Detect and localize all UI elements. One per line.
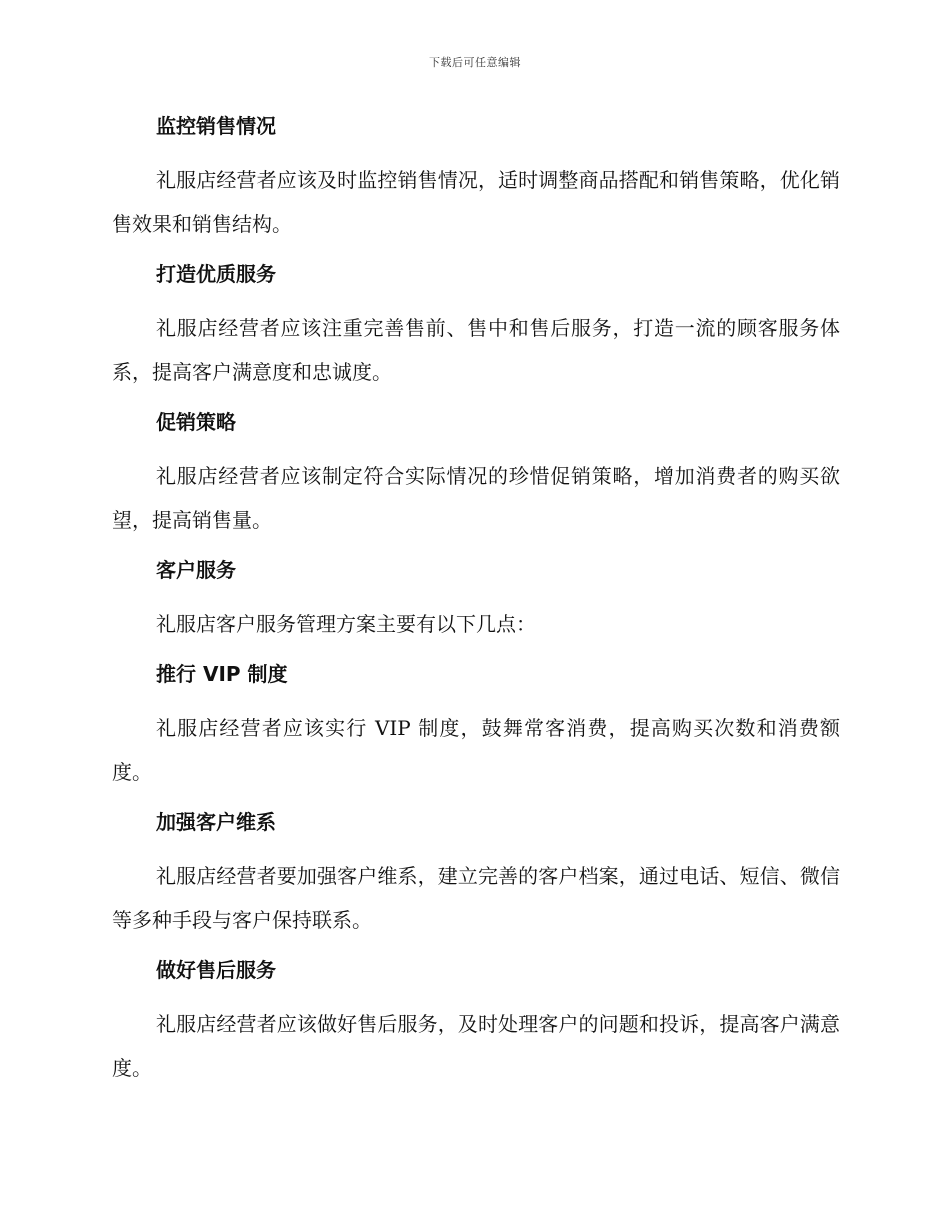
section-customer-service [112, 552, 840, 646]
section-vip-program [112, 656, 840, 794]
section-paragraph: 礼服店经营者要加强客户维系，建立完善的客户档案，通过电话、短信、微信等多种手段与客户保持联系。 [112, 864, 840, 932]
section-customer-retention [112, 804, 840, 942]
section-paragraph: 礼服店经营者应该实行 VIP 制度，鼓舞常客消费，提高购买次数和消费额度。 [112, 716, 840, 784]
section-paragraph: 礼服店客户服务管理方案主要有以下几点： [156, 612, 536, 636]
section-heading: 促销策略 [156, 410, 236, 434]
section-paragraph: 礼服店经营者应该及时监控销售情况，适时调整商品搭配和销售策略，优化销售效果和销售结构。 [112, 168, 840, 236]
section-heading: 推行 VIP 制度 [156, 662, 288, 686]
section-heading: 客户服务 [156, 558, 236, 582]
document-body [112, 108, 840, 1100]
section-heading: 做好售后服务 [156, 958, 276, 982]
page-header-note: 下载后可任意编辑 [429, 56, 521, 69]
section-heading: 监控销售情况 [156, 114, 276, 138]
section-paragraph: 礼服店经营者应该做好售后服务，及时处理客户的问题和投诉，提高客户满意度。 [112, 1012, 840, 1080]
section-heading: 加强客户维系 [156, 810, 276, 834]
section-paragraph: 礼服店经营者应该制定符合实际情况的珍惜促销策略，增加消费者的购买欲望，提高销售量。 [112, 464, 840, 532]
section-quality-service [112, 256, 840, 394]
section-monitor-sales [112, 108, 840, 246]
section-after-sales [112, 952, 840, 1090]
section-heading: 打造优质服务 [156, 262, 276, 286]
section-paragraph: 礼服店经营者应该注重完善售前、售中和售后服务，打造一流的顾客服务体系，提高客户满意度和忠诚度。 [112, 316, 840, 384]
section-promotion-strategy [112, 404, 840, 542]
